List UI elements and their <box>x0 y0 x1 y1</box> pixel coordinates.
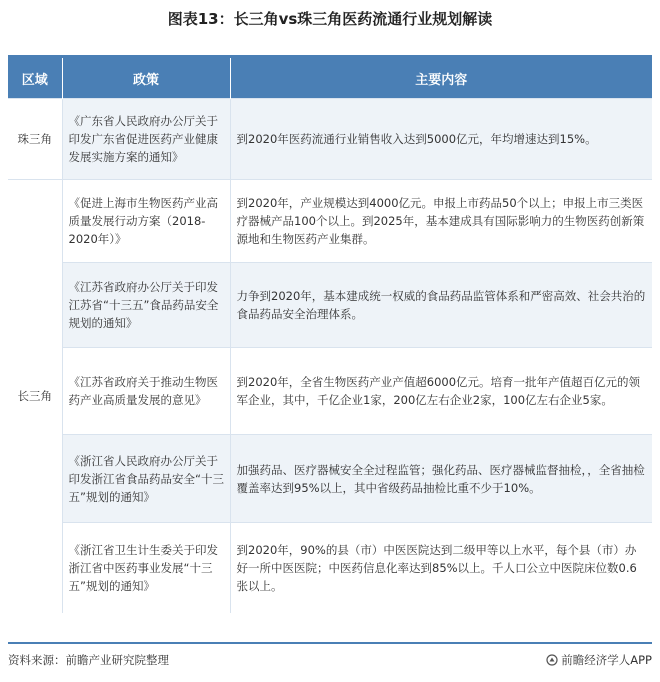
header-content: 主要内容 <box>230 58 652 99</box>
header-policy: 政策 <box>62 58 230 99</box>
table-row <box>8 348 652 435</box>
table-row <box>8 263 652 348</box>
policy-cell: 《广东省人民政府办公厅关于印发广东省促进医药产业健康发展实施方案的通知》 <box>62 99 230 180</box>
table-row <box>8 99 652 180</box>
content-cell: 加强药品、医疗器械安全全过程监管；强化药品、医疗器械监督抽检，，全省抽检覆盖率达到95%以上，其中省级药品抽检比重不少于10%。 <box>230 435 652 523</box>
policy-table <box>8 58 652 613</box>
table-bottom-rule <box>8 642 652 644</box>
policy-cell: 《江苏省政府关于推动生物医药产业高质量发展的意见》 <box>62 348 230 435</box>
chart-title: 图表13：长三角vs珠三角医药流通行业规划解读 <box>167 10 493 28</box>
source-note: 资料来源：前瞻产业研究院整理 <box>8 653 169 667</box>
policy-cell: 《浙江省人民政府办公厅关于印发浙江省食品药品安全“十三五”规划的通知》 <box>62 435 230 523</box>
region-cell: 珠三角 <box>8 99 62 180</box>
table-row <box>8 523 652 613</box>
region-cell: 长三角 <box>8 180 62 613</box>
brand-credit <box>546 652 652 668</box>
qianzhan-logo-icon <box>546 654 558 666</box>
policy-cell: 《浙江省卫生计生委关于印发浙江省中医药事业发展“十三五”规划的通知》 <box>62 523 230 613</box>
brand-label: 前瞻经济学人APP <box>561 653 652 667</box>
table-row <box>8 435 652 523</box>
policy-cell: 《江苏省政府办公厅关于印发江苏省“十三五”食品药品安全规划的通知》 <box>62 263 230 348</box>
table-header-row <box>8 58 652 99</box>
content-cell: 到2020年医药流通行业销售收入达到5000亿元，年均增速达到15%。 <box>230 99 652 180</box>
content-cell: 力争到2020年，基本建成统一权威的食品药品监管体系和严密高效、社会共治的食品药品安全治理体系。 <box>230 263 652 348</box>
table-row <box>8 180 652 263</box>
content-cell: 到2020年，产业规模达到4000亿元。申报上市药品50个以上；申报上市三类医疗器械产品100个以上。到2025年，基本建成具有国际影响力的生物医药创新策源地和生物医药产业集群。 <box>230 180 652 263</box>
content-cell: 到2020年，90%的县（市）中医医院达到二级甲等以上水平，每个县（市）办好一所中医医院；中医药信息化率达到85%以上。千人口公立中医院床位数0.6张以上。 <box>230 523 652 613</box>
content-cell: 到2020年，全省生物医药产业产值超6000亿元。培育一批年产值超百亿元的领军企业，其中，千亿企业1家，200亿左右企业2家，100亿左右企业5家。 <box>230 348 652 435</box>
policy-cell: 《促进上海市生物医药产业高质量发展行动方案（2018-2020年）》 <box>62 180 230 263</box>
header-region: 区域 <box>8 58 62 99</box>
